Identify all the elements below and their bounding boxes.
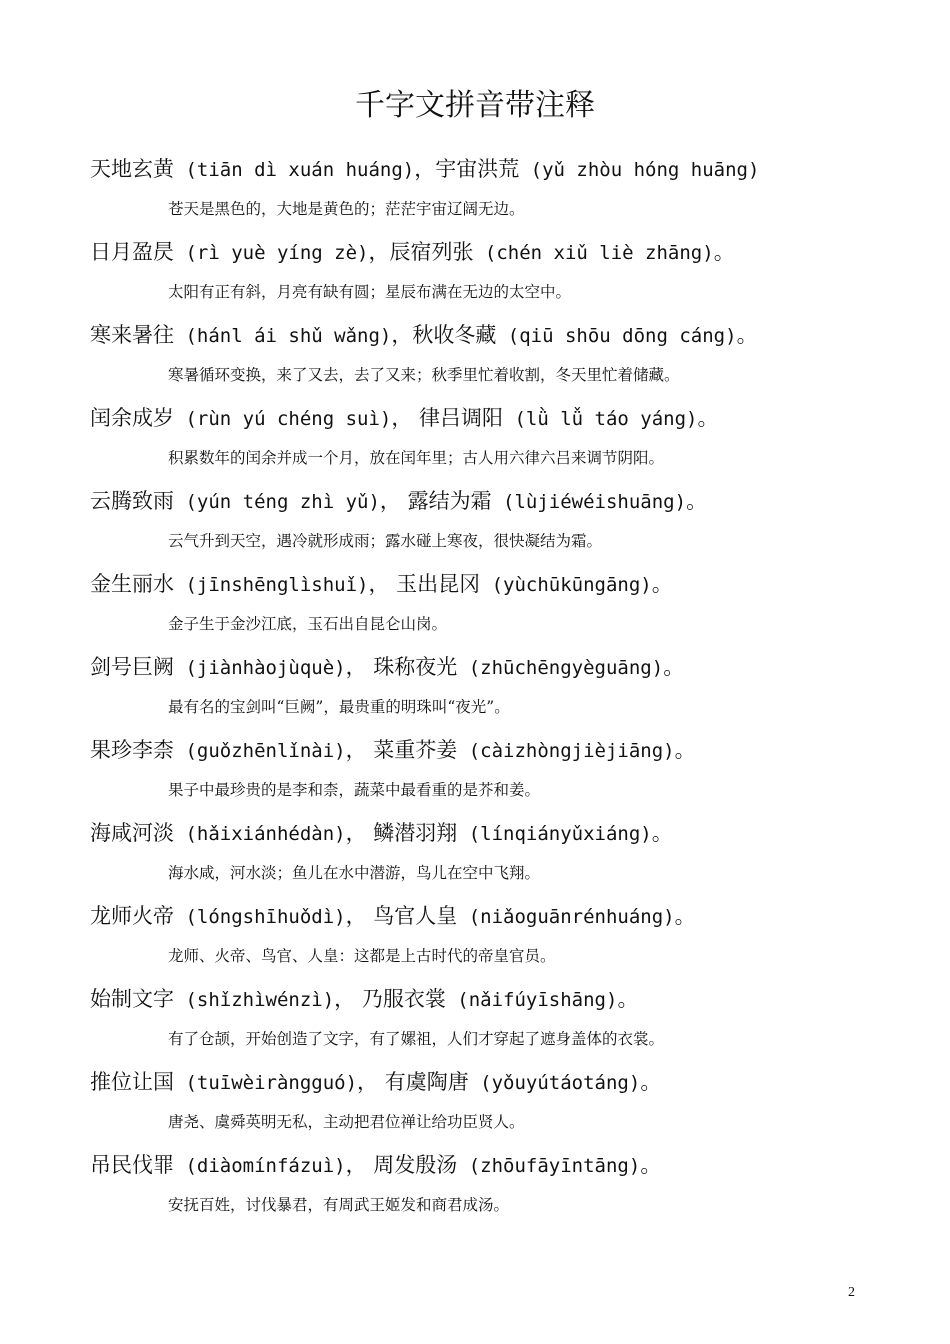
verse-separator: ， (368, 572, 397, 596)
verse-annotation: 积累数年的闰余并成一个月，放在闰年里；古人用六律六吕来调节阴阳。 (168, 449, 665, 467)
verse-line (90, 1148, 661, 1183)
verse-end-punctuation: 。 (674, 738, 696, 762)
verse-line (90, 567, 673, 602)
verse-block (90, 1142, 930, 1225)
verse-end-punctuation: 。 (686, 489, 708, 513)
verse-pinyin-second: (lùjiéwéishuāng) (491, 491, 687, 513)
verse-pinyin-second: (zhūchēngyèguāng) (457, 657, 664, 679)
verse-block (90, 478, 930, 561)
verse-separator: ， (345, 655, 374, 679)
verse-annotation: 果子中最珍贵的是李和柰，蔬菜中最看重的是芥和姜。 (168, 781, 541, 799)
verse-hanzi-first: 闰余成岁 (90, 406, 174, 430)
verse-hanzi-first: 天地玄黄 (90, 157, 174, 181)
verse-line (90, 733, 696, 768)
verse-separator: ， (345, 821, 374, 845)
verse-line (90, 235, 735, 270)
verse-annotation: 太阳有正有斜，月亮有缺有圆；星辰布满在无边的太空中。 (168, 283, 572, 301)
verse-annotation: 安抚百姓，讨伐暴君，有周武王姬发和商君成汤。 (168, 1196, 510, 1214)
verse-separator: ， (345, 904, 374, 928)
verse-pinyin-first: (hánl ái shǔ wǎng) (174, 325, 392, 347)
verse-hanzi-second: 珠称夜光 (373, 655, 458, 679)
verse-pinyin-second: (qiū shōu dōng cáng) (496, 325, 737, 347)
verse-hanzi-first: 云腾致雨 (90, 489, 174, 513)
verse-hanzi-second: 乃服衣裳 (361, 987, 446, 1011)
verse-hanzi-second: 律吕调阳 (419, 406, 504, 430)
verse-block (90, 146, 930, 229)
verse-hanzi-second: 辰宿列张 (389, 240, 474, 264)
verse-pinyin-first: (tiān dì xuán huáng) (174, 159, 415, 181)
verse-separator: ， (391, 406, 420, 430)
verse-block (90, 1059, 930, 1142)
verse-block (90, 727, 930, 810)
verse-annotation: 苍天是黑色的，大地是黄色的；茫茫宇宙辽阔无边。 (168, 200, 525, 218)
verse-pinyin-second: (yǔ zhòu hóng huāng) (519, 159, 760, 181)
verse-end-punctuation: 。 (697, 406, 719, 430)
verse-line (90, 650, 684, 685)
verse-pinyin-first: (tuīwèiràngguó) (174, 1072, 358, 1094)
verse-line (90, 484, 707, 519)
verse-pinyin-first: (shǐzhìwénzì) (174, 989, 335, 1011)
verse-pinyin-first: (hǎixiánhédàn) (174, 823, 346, 845)
verse-annotation: 海水咸，河水淡；鱼儿在水中潜游，鸟儿在空中飞翔。 (168, 864, 541, 882)
verse-hanzi-second: 鸟官人皇 (373, 904, 458, 928)
verse-line (90, 318, 758, 353)
verse-block (90, 810, 930, 893)
verse-pinyin-first: (diàomínfázuì) (174, 1155, 346, 1177)
verse-hanzi-first: 龙师火帝 (90, 904, 174, 928)
verse-separator: ， (345, 738, 374, 762)
verse-end-punctuation: 。 (674, 904, 696, 928)
verse-end-punctuation: 。 (713, 240, 735, 264)
verse-hanzi-first: 剑号巨阙 (90, 655, 174, 679)
verse-separator: ， (368, 240, 390, 264)
verse-pinyin-first: (guǒzhēnlǐnài) (174, 740, 346, 762)
verse-separator: ， (379, 489, 408, 513)
verse-pinyin-first: (lóngshīhuǒdì) (174, 906, 346, 928)
verse-hanzi-first: 日月盈昃 (90, 240, 174, 264)
verse-hanzi-first: 金生丽水 (90, 572, 174, 596)
verse-end-punctuation: 。 (617, 987, 639, 1011)
verse-hanzi-second: 露结为霜 (407, 489, 492, 513)
verse-hanzi-first: 推位让国 (90, 1070, 174, 1094)
verse-hanzi-second: 周发殷汤 (373, 1153, 458, 1177)
verse-line (90, 982, 638, 1017)
verse-hanzi-second: 鳞潜羽翔 (373, 821, 458, 845)
verse-block (90, 229, 930, 312)
verse-pinyin-second: (lǜ lǚ táo yáng) (503, 408, 698, 430)
verse-separator: ， (357, 1070, 385, 1094)
verse-line (90, 899, 696, 934)
verse-pinyin-second: (niǎoguānrénhuáng) (457, 906, 675, 928)
verse-pinyin-first: (yún téng zhì yǔ) (174, 491, 380, 513)
verse-pinyin-second: (zhōufāyīntāng) (457, 1155, 641, 1177)
verse-pinyin-first: (rì yuè yíng zè) (174, 242, 369, 264)
verse-hanzi-second: 玉出昆冈 (396, 572, 481, 596)
verse-separator: ， (414, 157, 436, 181)
verse-separator: ， (334, 987, 362, 1011)
verse-separator: ， (391, 323, 413, 347)
verse-pinyin-second: (yǒuyútáotáng) (468, 1072, 641, 1094)
verse-annotation: 唐尧、虞舜英明无私，主动把君位禅让给功臣贤人。 (168, 1113, 525, 1131)
verse-hanzi-first: 果珍李柰 (90, 738, 174, 762)
verse-annotation: 龙师、火帝、鸟官、人皇：这都是上古时代的帝皇官员。 (168, 947, 556, 965)
verse-hanzi-first: 寒来暑往 (90, 323, 174, 347)
verse-line (90, 816, 673, 851)
verse-pinyin-first: (jīnshēnglìshuǐ) (174, 574, 369, 596)
verse-hanzi-first: 吊民伐罪 (90, 1153, 174, 1177)
verse-end-punctuation: 。 (663, 655, 685, 679)
verse-list (90, 146, 930, 1225)
verse-annotation: 金子生于金沙江底，玉石出自昆仑山岗。 (168, 615, 448, 633)
verse-annotation: 云气升到天空，遇冷就形成雨；露水碰上寒夜，很快凝结为霜。 (168, 532, 603, 550)
verse-block (90, 395, 930, 478)
verse-line (90, 401, 719, 436)
verse-line (90, 152, 759, 187)
verse-pinyin-first: (rùn yú chéng suì) (174, 408, 392, 430)
verse-block (90, 561, 930, 644)
verse-pinyin-second: (línqiányǔxiáng) (457, 823, 652, 845)
verse-pinyin-second: (yùchūkūngāng) (480, 574, 652, 596)
verse-annotation: 最有名的宝剑叫“巨阙”，最贵重的明珠叫“夜光”。 (168, 698, 510, 716)
verse-block (90, 644, 930, 727)
verse-end-punctuation: 。 (651, 572, 673, 596)
verse-end-punctuation: 。 (651, 821, 673, 845)
verse-end-punctuation: 。 (640, 1153, 662, 1177)
verse-separator: ， (345, 1153, 374, 1177)
verse-block (90, 976, 930, 1059)
verse-hanzi-first: 始制文字 (90, 987, 174, 1011)
verse-annotation: 有了仓颉，开始创造了文字，有了嫘祖，人们才穿起了遮身盖体的衣裳。 (168, 1030, 665, 1048)
verse-pinyin-second: (nǎifúyīshāng) (445, 989, 618, 1011)
verse-hanzi-second: 宇宙洪荒 (435, 157, 520, 181)
verse-line (90, 1065, 661, 1100)
verse-pinyin-second: (càizhòngjièjiāng) (457, 740, 675, 762)
verse-end-punctuation: 。 (640, 1070, 662, 1094)
verse-hanzi-second: 菜重芥姜 (373, 738, 458, 762)
page-title: 千字文拼音带注释 (355, 88, 595, 123)
verse-end-punctuation: 。 (736, 323, 758, 347)
verse-hanzi-second: 有虞陶唐 (384, 1070, 469, 1094)
page-number: 2 (848, 1285, 855, 1300)
verse-pinyin-first: (jiànhàojùquè) (174, 657, 346, 679)
verse-block (90, 312, 930, 395)
verse-annotation: 寒暑循环变换，来了又去，去了又来；秋季里忙着收割，冬天里忙着储藏。 (168, 366, 680, 384)
verse-pinyin-second: (chén xiǔ liè zhāng) (473, 242, 714, 264)
verse-hanzi-second: 秋收冬藏 (412, 323, 497, 347)
verse-block (90, 893, 930, 976)
verse-hanzi-first: 海咸河淡 (90, 821, 174, 845)
